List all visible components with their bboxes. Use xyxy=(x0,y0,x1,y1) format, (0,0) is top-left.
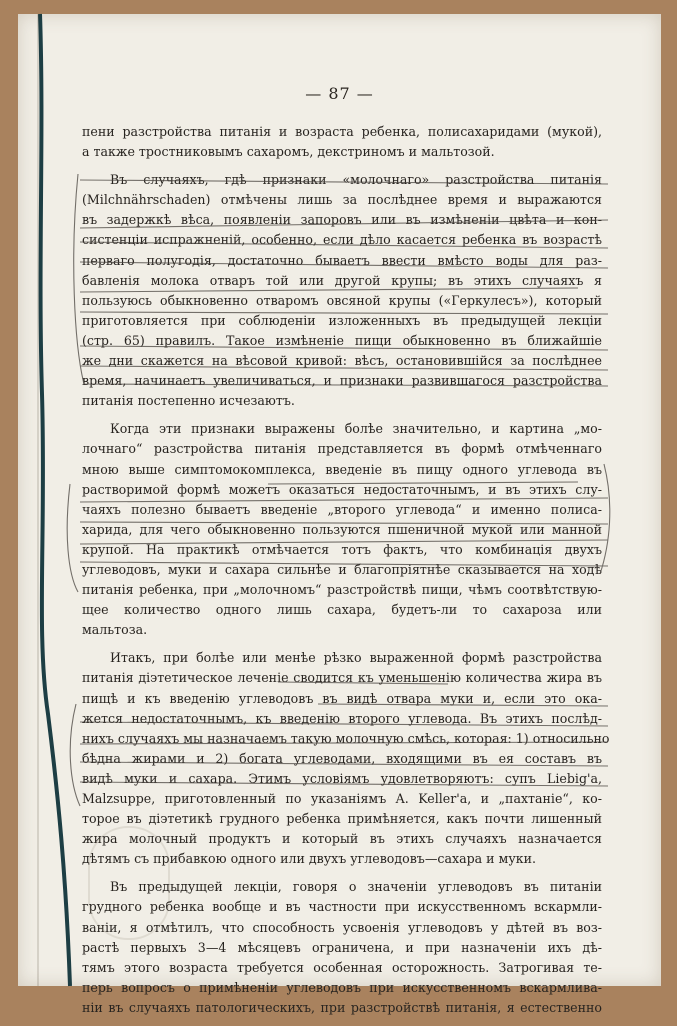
paragraph-3 xyxy=(82,419,602,640)
text-line: лочнаго“ разстройства питанія представляется въ формѣ отмѣченнаго xyxy=(82,441,602,457)
text-line: видѣ муки и сахара. Этимъ условіямъ удовлетворяютъ: супъ Liebig'a, xyxy=(82,770,602,786)
text-line: чаяхъ полезно бываетъ введеніе „второго углевода“ и именно полиса- xyxy=(82,501,602,517)
text-line: торое въ діэтетикѣ грудного ребенка примѣняется, какъ почти лишенный xyxy=(82,811,602,827)
text-line: мальтоза. xyxy=(82,622,148,638)
text-line: щее количество одного лишь сахара, будетъ-ли то сахароза или xyxy=(82,602,602,618)
text-line: ваніи, я отмѣтилъ, что способность усвоенія углеводовъ у дѣтей въ воз- xyxy=(82,919,602,935)
text-line: въ задержкѣ вѣса, появленіи запоровъ или въ измѣненіи цвѣта и кон- xyxy=(82,212,602,228)
text-line: Въ предыдущей лекціи, говоря о значеніи углеводовъ въ питаніи xyxy=(110,879,602,895)
text-line: питанія діэтетическое леченіе сводится къ уменьшенію количества жира въ xyxy=(82,670,602,686)
text-line: время, начинаетъ увеличиваться, и признаки развившагося разстройства xyxy=(82,373,602,389)
text-line: дѣтямъ съ прибавкою одного или двухъ углеводовъ—сахара и муки. xyxy=(82,851,537,867)
text-line: пользуюсь обыкновенно отваромъ овсяной крупы («Геркулесъ»), который xyxy=(82,292,602,308)
text-line: Итакъ, при болѣе или менѣе рѣзко выраженной формѣ разстройства xyxy=(110,650,602,666)
text-line: пени разстройства питанія и возраста ребенка, полисахаридами (мукой), xyxy=(82,124,602,139)
text-line: харида, для чего обыкновенно пользуются пшеничной мукой или манной xyxy=(82,521,602,537)
text-line: тямъ этого возраста требуется особенная осторожность. Затрогивая те- xyxy=(82,959,602,975)
text-line: нихъ случаяхъ мы назначаемъ такую молочную смѣсь, которая: 1) относильно xyxy=(82,730,610,746)
paragraph-1 xyxy=(82,122,602,162)
text-line: бѣдна жирами и 2) богата углеводами, входящими въ ея составъ въ xyxy=(82,750,602,766)
paragraph-4 xyxy=(82,648,610,869)
text-line: перь вопросъ о примѣненіи углеводовъ при искусственномъ вскармлива- xyxy=(82,979,602,995)
text-line: Malzsuppe, приготовленный по указаніямъ A. Keller'a, и „пахтаніе“, ко- xyxy=(82,791,602,806)
text-line: приготовляется при соблюденіи изложенныхъ въ предыдущей лекціи xyxy=(82,312,602,328)
text-line: же дни скажется на вѣсовой кривой: вѣсъ, остановившійся за послѣднее xyxy=(82,353,602,369)
text-line: ніи въ случаяхъ патологическихъ, при разстройствѣ питанія, я естественно xyxy=(82,999,602,1015)
text-line: грудного ребенка вообще и въ частности при искусственномъ вскармли- xyxy=(82,899,602,915)
text-line: бавленія молока отваръ той или другой крупы; въ этихъ случаяхъ я xyxy=(82,272,602,288)
text-line: Когда эти признаки выражены болѣе значительно, и картина „мо- xyxy=(110,421,602,437)
text-line: перваго полугодія, достаточно бываетъ ввести вмѣсто воды для раз- xyxy=(82,252,602,268)
text-line: а также тростниковымъ сахаромъ, декстриномъ и мальтозой. xyxy=(82,144,495,160)
text-line: (Milchnährschaden) отмѣчены лишь за послѣднее время и выражаются xyxy=(82,192,602,208)
text-line: пищѣ и къ введенію углеводовъ въ видѣ отвара муки и, если это ока- xyxy=(82,690,602,706)
text-line: крупой. На практикѣ отмѣчается тотъ фактъ, что комбинація двухъ xyxy=(82,541,602,557)
binding-thread xyxy=(18,14,78,986)
text-line: жира молочный продуктъ и который въ этихъ случаяхъ назначается xyxy=(82,831,602,847)
library-stamp xyxy=(88,826,170,940)
text-line: (стр. 65) правилъ. Такое измѣненіе пищи обыкновенно въ ближайшіе xyxy=(82,332,602,348)
book-page xyxy=(18,14,661,1015)
text-line: растворимой формѣ можетъ оказаться недостаточнымъ, и въ этихъ слу- xyxy=(82,481,602,497)
text-line: углеводовъ, муки и сахара сильнѣе и благопріятнѣе сказывается на ходѣ xyxy=(82,561,602,577)
text-line: Въ случаяхъ, гдѣ признаки «молочнаго» разстройства питанія xyxy=(110,172,602,188)
text-line: питанія ребенка, при „молочномъ“ разстройствѣ пищи, чѣмъ соотвѣтствую- xyxy=(82,582,602,598)
text-line: питанія постепенно исчезаютъ. xyxy=(82,393,295,409)
paragraph-2 xyxy=(82,170,602,411)
text-line: растѣ первыхъ 3—4 мѣсяцевъ ограничена, и при назначеніи ихъ дѣ- xyxy=(82,939,602,955)
text-line: мною выше симптомокомплекса, введеніе въ пищу одного углевода въ xyxy=(82,461,602,477)
page-number: — 87 — xyxy=(305,84,374,103)
text-line: жется недостаточнымъ, къ введенію второго углевода. Въ этихъ послѣд- xyxy=(82,710,602,726)
text-line: систенціи испражненій, особенно, если дѣло касается ребенка въ возрастѣ xyxy=(82,232,602,248)
